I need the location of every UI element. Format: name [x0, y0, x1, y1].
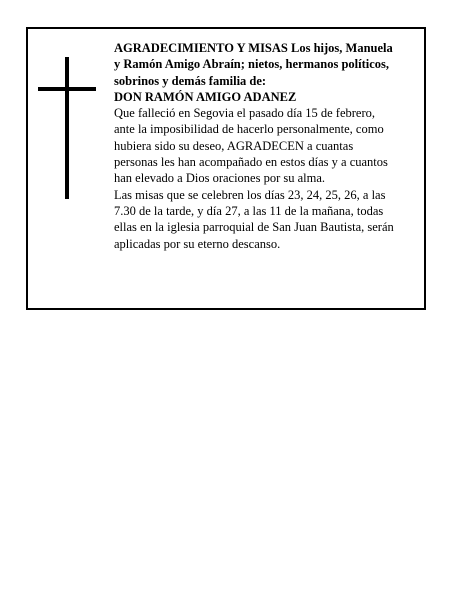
- cross-horizontal-bar: [38, 87, 96, 91]
- masses-line-4: aplicadas por su eterno descanso.: [114, 236, 281, 251]
- heading-line-1: AGRADECIMIENTO Y MISAS Los hijos, Manuela: [114, 41, 393, 55]
- masses-line-3: ellas en la iglesia parroquial de San Juan Bautista, serán: [114, 220, 394, 235]
- heading-line-3: sobrinos y demás familia de:: [114, 73, 267, 88]
- acknowledgement-line-3: hubiera sido su deseo, AGRADECEN a cuantas: [114, 138, 354, 153]
- masses-paragraph: [114, 187, 424, 252]
- heading-line-2: y Ramón Amigo Abraín; nietos, hermanos políticos,: [114, 57, 390, 72]
- acknowledgement-line-4: personas les han acompañado en estos días y a cuantos: [114, 155, 388, 170]
- masses-line-1: Las misas que se celebren los días 23, 24, 25, 26, a las: [114, 187, 386, 202]
- acknowledgement-line-2: ante la imposibilidad de hacerlo personalmente, como: [114, 122, 384, 137]
- acknowledgement-line-1: Que falleció en Segovia el pasado día 15 de febrero,: [114, 106, 376, 121]
- cross-vertical-bar: [65, 57, 69, 199]
- cross-icon: [38, 57, 96, 199]
- acknowledgement-paragraph: [114, 105, 424, 186]
- masses-line-2: 7.30 de la tarde, y día 27, a las 11 de la mañana, todas: [114, 203, 384, 218]
- obituary-notice: [26, 27, 426, 310]
- acknowledgement-line-5: han elevado a Dios oraciones por su alma.: [114, 171, 326, 186]
- deceased-name: DON RAMÓN AMIGO ADANEZ: [114, 89, 297, 104]
- notice-text: [114, 40, 424, 252]
- notice-heading: [114, 40, 424, 105]
